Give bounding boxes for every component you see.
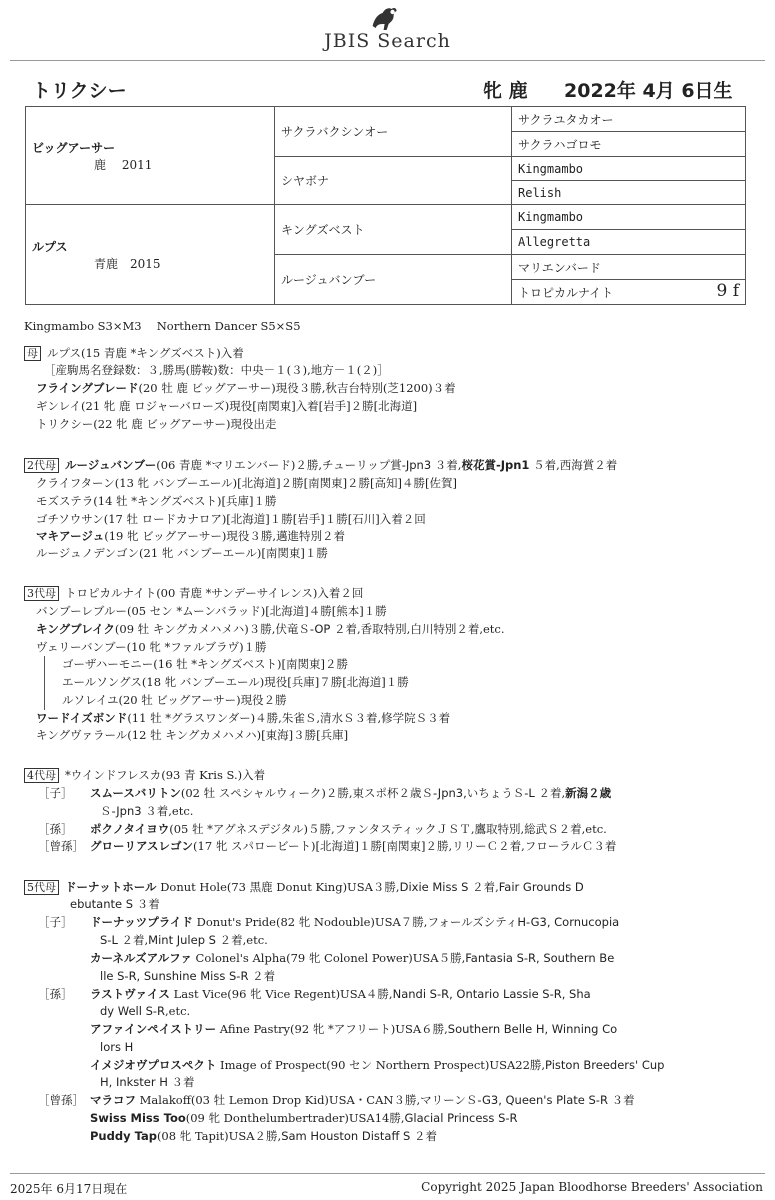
- g4-child-place: ２着,: [534, 786, 566, 800]
- g2-line-1: [24, 457, 617, 474]
- progeny-1: [36, 380, 456, 397]
- g2-place-1: ３着,: [431, 458, 462, 472]
- g5-grandchild-3-races: Piston Breeders' Cup: [545, 1058, 665, 1072]
- g5-greatgrandchild-1-place: ３着: [607, 1093, 635, 1107]
- g5-child-1-line-2: [100, 932, 268, 949]
- g3-progeny-1: バンブーレブルー(05 セン *ムーンバラッド)[北海道]４勝[熊本]１勝: [36, 604, 387, 618]
- sire-sire-dam[interactable]: サクラハゴロモ: [512, 132, 746, 157]
- g5-grandchild-2-rec: Afine Pastry(92 牝 *アフリート)USA６勝,: [216, 1022, 448, 1036]
- g5-greatgrandchild-2-name[interactable]: Swiss Miss Too: [90, 1111, 186, 1125]
- g5-grandchild-3-races-cont: H, Inkster H: [100, 1075, 168, 1089]
- g4-greatgrandchild-record: (17 牝 スパロービート)[北海道]１勝[南関東]２勝,リリーＣ２着,フローラルＣ３着: [193, 839, 617, 853]
- dam-dam-sire[interactable]: マリエンバード: [512, 255, 746, 280]
- g2-progeny-3: ゴチソウサン(17 牡 ロードカナロア)[北海道]１勝[岩手]１勝[石川]入着２回: [36, 512, 426, 526]
- g5-line-2: [70, 896, 160, 913]
- g2-place-2: ５着,西海賞２着: [529, 458, 618, 472]
- dam-name[interactable]: ルプス: [32, 239, 68, 254]
- section-tag-5th-dam: 5代母: [24, 880, 59, 895]
- horse-title-row: [32, 76, 735, 102]
- g5-grandchild-1-etc: ,etc.: [165, 1004, 191, 1018]
- g5-greatgrandchild-2-rec: (09 牝 Donthelumbertrader)USA14勝,: [185, 1111, 405, 1125]
- g3-progeny-4-record: (11 牡 *グラスワンダー)４勝,朱雀Ｓ,清水Ｓ３着,修学院Ｓ３着: [127, 711, 451, 725]
- g2-record-a: (06 青鹿 *マリエンバード)２勝,: [156, 458, 322, 472]
- dam-sire-dam[interactable]: Allegretta: [512, 230, 746, 255]
- g5-child-2-races: Fantasia S-R, Southern Be: [465, 951, 615, 965]
- dam-sire[interactable]: キングズベスト: [275, 205, 512, 255]
- g2-race-2: 桜花賞-Jpn1: [461, 458, 530, 472]
- g3-grandprogeny-1: ゴーザハーモニー(16 牡 *キングズベスト)[南関東]２勝: [62, 657, 348, 671]
- g3-progeny-2-name[interactable]: キングブレイク: [36, 622, 115, 636]
- g5-grandchild-3-rec: Image of Prospect(90 セン Northern Prospect)USA22勝,: [216, 1058, 546, 1072]
- g5-grandchild-2-line-2: [100, 1039, 133, 1056]
- g5-child-label: ［子］: [38, 915, 73, 929]
- g5-grandchild-1-name[interactable]: ラストヴァイス: [90, 987, 170, 1001]
- g2-progeny-1: クライフターン(13 牝 バンブーエール)[北海道]２勝[南関東]２勝[高知]４勝[佐賀]: [36, 476, 458, 490]
- progeny-1-record: (20 牡 鹿 ビッグアーサー)現役３勝,秋吉台特別(芝1200)３着: [138, 381, 456, 395]
- progeny-2: ギンレイ(21 牝 鹿 ロジャーバローズ)現役[南関東]入着[岩手]２勝[北海道]: [36, 399, 418, 413]
- g5-greatgrandchild-label: ［曾孫］: [38, 1093, 84, 1107]
- g4-grandchild-record: (05 牡 *アグネスデジタル)５勝,ファンタスティックＪＳＴ,鷹取特別,総武Ｓ２着,etc.: [169, 822, 607, 836]
- jbis-logo[interactable]: [0, 4, 775, 56]
- g3-line-1: [24, 585, 363, 602]
- g4-child-place-2: ３着,etc.: [141, 804, 194, 818]
- inbreeding-info: Kingmambo S3×M3 Northern Dancer S5×S5: [24, 319, 301, 333]
- progeny-3: トリクシー(22 牝 鹿 ビッグアーサー)現役出走: [36, 417, 277, 431]
- section-tag-4th-dam: 4代母: [24, 768, 59, 783]
- g5-grandchild-1-line-2: [100, 1003, 190, 1020]
- g4-child-line-2: [100, 803, 193, 820]
- g3-progeny-4: [36, 710, 450, 727]
- dam-cell[interactable]: [26, 205, 275, 305]
- g5-greatgrandchild-3-race: Sam Houston Distaff S: [281, 1129, 411, 1143]
- g5-dam-race-2-cont: ebutante S: [70, 897, 134, 911]
- g5-child-2-line-1: [90, 950, 614, 967]
- sire-dam[interactable]: シヤボナ: [275, 157, 512, 205]
- sire-dam-dam[interactable]: Relish: [512, 181, 746, 205]
- g5-dam-name[interactable]: ドーナットホール: [65, 880, 157, 894]
- g5-grandchild-3-place: ３着: [167, 1075, 195, 1089]
- sire-cell[interactable]: [26, 107, 275, 205]
- header-divider: [10, 60, 765, 61]
- g5-child-1-place: ２着,: [117, 933, 149, 947]
- g5-child-2-races-cont: lle S-R, Sunshine Miss S-R: [100, 969, 249, 983]
- footer-divider: [10, 1173, 765, 1174]
- g2-dam-name[interactable]: ルージュバンブー: [65, 458, 157, 472]
- g5-greatgrandchild-1: [90, 1092, 635, 1109]
- dam-dam-dam-cell[interactable]: [512, 280, 746, 305]
- g5-child-1-line-1: [90, 914, 619, 931]
- pedigree-table: [25, 106, 746, 305]
- g3-progeny-2-grade: -OP: [309, 622, 331, 636]
- dam-sire-sire[interactable]: Kingmambo: [512, 205, 746, 230]
- dam-dam-dam[interactable]: トロピカルナイト: [518, 285, 614, 300]
- g4-child-line-1: [90, 785, 611, 802]
- g5-greatgrandchild-1-name[interactable]: マラコフ: [90, 1093, 136, 1107]
- horse-sex-color: 牝 鹿: [483, 80, 528, 102]
- g3-progeny-2-rec-b: ２着,香取特別,白川特別２着,etc.: [330, 622, 505, 636]
- g5-child-1-grade: S-L: [100, 933, 118, 947]
- g4-child-grade: Ｓ-Jpn3: [100, 804, 142, 818]
- g2-progeny-4-record: (19 牝 ビッグアーサー)現役３勝,邁進特別２着: [104, 529, 345, 543]
- g4-child-rec-a: (02 牡 スペシャルウィーク)２勝,: [180, 786, 353, 800]
- g4-dam-record: *ウインドフレスカ(93 青 Kris S.)入着: [65, 768, 266, 782]
- g4-greatgrandchild-label: ［曾孫］: [38, 839, 84, 853]
- g5-grandchild-3-line-1: [90, 1057, 664, 1074]
- g3-progeny-3: ヴェリーバンブー(10 牝 *ファルブラヴ)１勝: [36, 640, 267, 654]
- section-tag-dam: 母: [24, 346, 41, 361]
- g3-progeny-5: キングヴァラール(12 牡 キングカメハメハ)[東海]３勝[兵庫]: [36, 728, 349, 742]
- g5-grandchild-label: ［孫］: [38, 987, 73, 1001]
- g5-greatgrandchild-3: [90, 1128, 437, 1145]
- horse-name: トリクシー: [32, 80, 127, 102]
- g3-dam-record: トロピカルナイト(00 青鹿 *サンデーサイレンス)入着２回: [65, 586, 364, 600]
- g5-dam-place-1: ２着,: [468, 880, 499, 894]
- g5-child-2-rec: Colonel's Alpha(79 牝 Colonel Power)USA５勝,: [191, 951, 466, 965]
- copyright: Copyright 2025 Japan Bloodhorse Breeders' Association: [421, 1180, 763, 1194]
- g3-progeny-2: [36, 621, 505, 638]
- g4-greatgrandchild-name[interactable]: グローリアスレゴン: [90, 839, 194, 853]
- progeny-1-name[interactable]: フライングブレード: [36, 381, 139, 395]
- g5-grandchild-1-rec: Last Vice(96 牝 Vice Regent)USA４勝,: [169, 987, 393, 1001]
- g4-grandchild-line: [90, 821, 607, 838]
- g5-child-2-line-2: [100, 968, 275, 985]
- horse-birthdate: 2022年 4月 6日生: [564, 80, 733, 102]
- g3-progeny-2-rec-a: (09 牡 キングカメハメハ)３勝,伏竜Ｓ: [114, 622, 310, 636]
- g2-progeny-2: モズステラ(14 牡 *キングズベスト)[兵庫]１勝: [36, 494, 277, 508]
- g5-greatgrandchild-3-name[interactable]: Puddy Tap: [90, 1129, 157, 1143]
- g5-child-1-race-2: Mint Julep S: [148, 933, 216, 947]
- g5-child-2-name[interactable]: カーネルズアルファ: [90, 951, 192, 965]
- g5-greatgrandchild-3-rec: (08 牝 Tapit)USA２勝,: [156, 1129, 282, 1143]
- g5-line-1: [24, 879, 584, 896]
- g4-child-name[interactable]: スムースバリトン: [90, 786, 181, 800]
- g5-greatgrandchild-3-place: ２着: [410, 1129, 437, 1143]
- as-of-date: 2025年 6月17日現在: [10, 1182, 128, 1196]
- g3-grandprogeny-2: エールソングス(18 牝 バンブーエール)現役[兵庫]７勝[北海道]１勝: [62, 675, 409, 689]
- sire-info: 鹿 2011: [94, 157, 153, 172]
- g5-grandchild-2-name[interactable]: アファインペイストリー: [90, 1022, 217, 1036]
- section-tag-3rd-dam: 3代母: [24, 586, 59, 601]
- g4-child-race-3: 新潟２歳: [565, 786, 612, 800]
- sire-dam-sire[interactable]: Kingmambo: [512, 157, 746, 181]
- g5-grandchild-2-line-1: [90, 1021, 617, 1038]
- g5-child-1-rec: Donut's Pride(82 牝 Nodouble)USA７勝,: [192, 915, 428, 929]
- g4-grandchild-label: ［孫］: [38, 822, 73, 836]
- g4-grandchild-name[interactable]: ポクノタイヨウ: [90, 822, 170, 836]
- g5-grandchild-2-races-cont: lors H: [100, 1040, 134, 1054]
- g5-greatgrandchild-1-rec: Malakoff(03 牡 Lemon Drop Kid)USA・CAN３勝,: [136, 1093, 421, 1107]
- g5-greatgrandchild-2: [90, 1110, 518, 1127]
- g3-progeny-4-name[interactable]: ワードイズボンド: [36, 711, 128, 725]
- g4-line-1: [24, 767, 265, 784]
- dam-line-1: [24, 345, 244, 362]
- g2-progeny-4-name[interactable]: マキアージュ: [36, 529, 105, 543]
- dam-progeny-summary: ［産駒馬名登録数：３,勝馬(勝鞍)数：中央－１(３),地方－１(２)］: [44, 363, 389, 377]
- g2-progeny-4: [36, 528, 345, 545]
- g5-child-1-races: フォールズシティH-G3, Cornucopia: [427, 915, 620, 929]
- g3-grandprogeny-3: ルソレイユ(20 牡 ビッグアーサー)現役２勝: [62, 693, 287, 707]
- logo-text: JBIS Search: [324, 30, 451, 52]
- dam-dam[interactable]: ルージュバンブー: [275, 255, 512, 305]
- g5-grandchild-2-races: Southern Belle H, Winning Co: [447, 1022, 618, 1036]
- g5-grandchild-1-races: Nandi S-R, Ontario Lassie S-R, Sha: [392, 987, 591, 1001]
- dam-info: 青鹿 2015: [94, 256, 161, 271]
- g5-grandchild-3-name[interactable]: イメジオヴプロスペクト: [90, 1058, 217, 1072]
- dam-record: ルプス(15 青鹿 *キングズベスト)入着: [47, 346, 244, 360]
- g5-greatgrandchild-2-race: Glacial Princess S-R: [404, 1111, 518, 1125]
- g5-greatgrandchild-1-races: マリーンＳ-G3, Queen's Plate S-R: [420, 1093, 608, 1107]
- g5-dam-race-2: Fair Grounds D: [498, 880, 584, 894]
- g4-child-label: ［子］: [38, 786, 73, 800]
- horse-emblem-icon: [367, 4, 401, 32]
- g5-child-1-name[interactable]: ドーナッツプライド: [90, 915, 193, 929]
- section-tag-2nd-dam: 2代母: [24, 458, 59, 473]
- g5-grandchild-1-line-1: [90, 986, 591, 1003]
- g4-greatgrandchild-line: [90, 838, 616, 855]
- sire-name[interactable]: ビッグアーサー: [32, 140, 116, 155]
- g5-grandchild-3-line-2: [100, 1074, 195, 1091]
- descendant-bracket: [44, 656, 45, 710]
- g4-child-races: 東スポ杯２歳Ｓ-Jpn3,いちょうＳ-L: [352, 786, 535, 800]
- g5-dam-place-2: ３着: [133, 897, 160, 911]
- g5-grandchild-1-races-cont: dy Well S-R: [100, 1004, 166, 1018]
- sire-sire[interactable]: サクラバクシンオー: [275, 107, 512, 157]
- family-number: 9 f: [716, 281, 739, 301]
- sire-sire-sire[interactable]: サクラユタカオー: [512, 107, 746, 132]
- g5-dam-race-1: Dixie Miss S: [399, 880, 469, 894]
- g5-child-1-place-2: ２着,etc.: [215, 933, 268, 947]
- g2-race-1: チューリップ賞-Jpn3: [322, 458, 432, 472]
- g5-child-2-place: ２着: [248, 969, 276, 983]
- g5-dam-rec-a: Donut Hole(73 黒鹿 Donut King)USA３勝,: [156, 880, 400, 894]
- g2-progeny-5: ルージュノデンゴン(21 牝 バンブーエール)[南関東]１勝: [36, 546, 328, 560]
